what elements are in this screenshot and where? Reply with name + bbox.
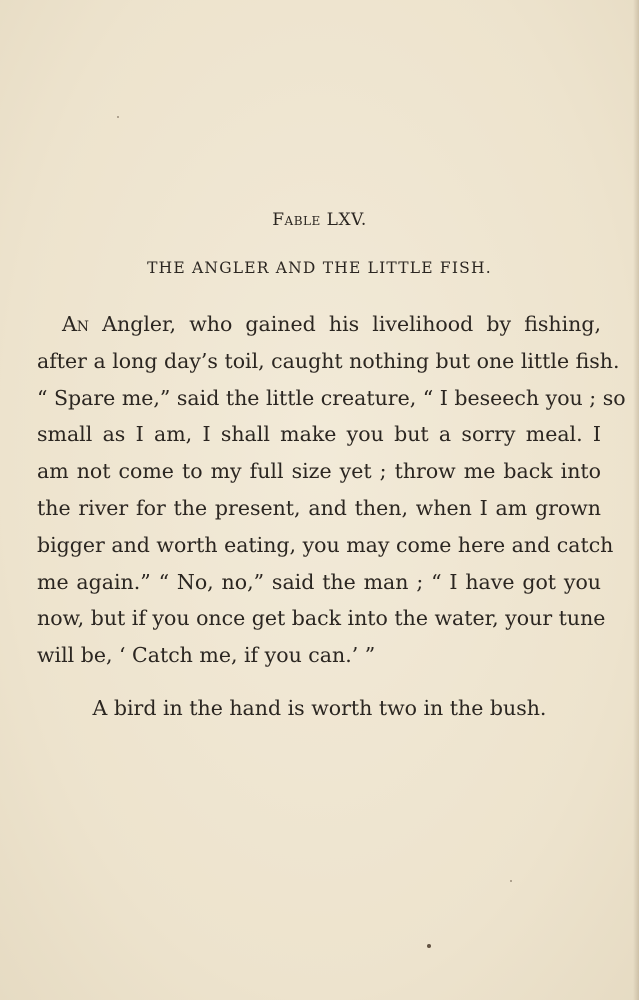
paper-speck (510, 880, 512, 882)
body-line: me again.” “ No, no,” said the man ; “ I have got you (37, 569, 601, 594)
fable-body (37, 306, 626, 674)
body-line: small as I am, I shall make you but a sorry meal. I (37, 422, 601, 447)
fable-number-prefix-rest: able (284, 210, 321, 230)
body-line (37, 306, 601, 343)
fable-number (0, 210, 639, 230)
body-line: am not come to my full size yet ; throw me back into (37, 459, 601, 484)
body-line: the river for the present, and then, when I am grown (37, 495, 601, 520)
body-line: will be, ‘ Catch me, if you can.’ ” (37, 643, 376, 668)
page-edge-shadow (633, 0, 639, 1000)
fable-number-prefix-initial: F (272, 210, 285, 230)
body-line: after a long day’s toil, caught nothing but one little fish. (37, 348, 620, 373)
body-line-text: Angler, who gained his livelihood by fishing, (89, 312, 601, 336)
paper-speck (427, 944, 431, 948)
paper-speck (117, 116, 119, 118)
fable-title: THE ANGLER AND THE LITTLE FISH. (147, 259, 492, 277)
fable-moral: A bird in the hand is worth two in the bush. (92, 696, 547, 720)
fable-number-roman: LXV. (326, 210, 367, 230)
body-line: now, but if you once get back into the water, your tune (37, 606, 606, 631)
body-line-lead: An (62, 312, 90, 336)
body-line: bigger and worth eating, you may come here and catch (37, 532, 614, 557)
body-line: “ Spare me,” said the little creature, “ I beseech you ; so (37, 385, 626, 410)
